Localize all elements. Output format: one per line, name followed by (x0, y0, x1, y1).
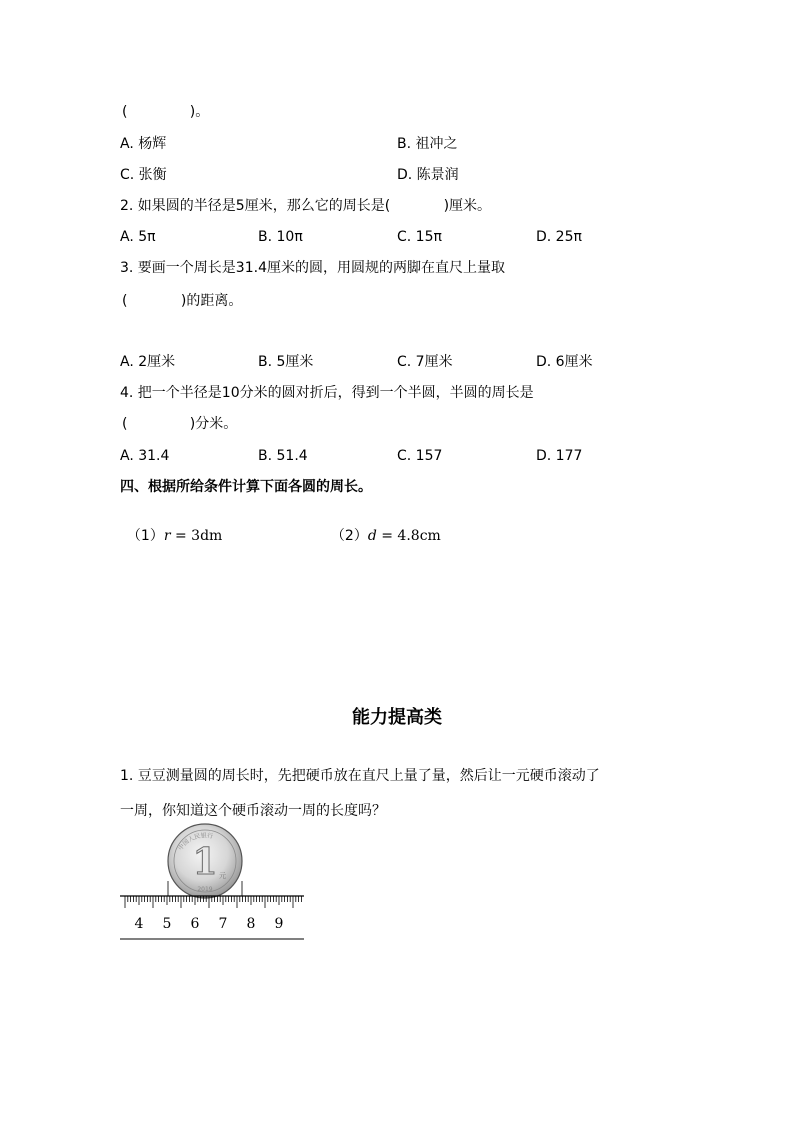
q1-option-c: C. 张衡 (120, 167, 167, 183)
ruler-label: 9 (274, 916, 284, 932)
coin (168, 824, 242, 898)
ruler-labels (135, 916, 284, 932)
q4-option-a: A. 31.4 (120, 448, 170, 464)
ruler-label: 7 (218, 916, 228, 932)
q3-option-d: D. 6厘米 (536, 354, 593, 370)
section4-heading: 四、根据所给条件计算下面各圆的周长。 (120, 479, 372, 495)
item-expression: = 3dm (170, 528, 223, 544)
q1-answer-blank: ( )。 (122, 104, 210, 120)
q4-option-c: C. 157 (397, 448, 443, 464)
q4-option-d: D. 177 (536, 448, 583, 464)
coin-year: 2019 (197, 886, 213, 893)
ex1-line-2: 一周，你知道这个硬币滚动一周的长度吗？ (120, 803, 386, 819)
q4-stem: 4. 把一个半径是10分米的圆对折后，得到一个半圆，半圆的周长是 (120, 385, 534, 401)
diameter-variable: d (367, 528, 377, 544)
q1-option-b: B. 祖冲之 (397, 136, 458, 152)
radius-variable: r (163, 528, 171, 544)
q2-option-c: C. 15π (397, 229, 442, 245)
ruler (120, 896, 304, 939)
item-number: （1） (126, 528, 164, 544)
coin-unit: 元 (219, 872, 226, 880)
q3-option-a: A. 2厘米 (120, 354, 176, 370)
q1-option-a: A. 杨辉 (120, 136, 167, 152)
q4-option-b: B. 51.4 (258, 448, 308, 464)
coin-on-ruler-figure (118, 818, 308, 944)
q2-option-d: D. 25π (536, 229, 582, 245)
coin-legend: 中国人民银行 (177, 832, 214, 852)
item-number: （2） (330, 528, 368, 544)
ex1-line-1: 1. 豆豆测量圆的周长时，先把硬币放在直尺上量了量，然后让一元硬币滚动了 (120, 768, 600, 784)
ruler-label: 8 (246, 916, 256, 932)
q3-option-b: B. 5厘米 (258, 354, 314, 370)
coin-denomination: 1 (192, 841, 218, 883)
q2-stem: 2. 如果圆的半径是5厘米，那么它的周长是( )厘米。 (120, 198, 492, 214)
item-expression: = 4.8cm (376, 528, 441, 544)
q2-option-a: A. 5π (120, 229, 156, 245)
section4-item-2 (322, 509, 441, 545)
ruler-label: 6 (190, 916, 200, 932)
q4-answer-blank: ( )分米。 (122, 416, 238, 432)
q2-option-b: B. 10π (258, 229, 303, 245)
q3-option-c: C. 7厘米 (397, 354, 453, 370)
ruler-ticks (125, 896, 301, 908)
ruler-label: 5 (162, 916, 172, 932)
section-title: 能力提高类 (352, 707, 442, 728)
section4-item-1 (118, 509, 222, 545)
q3-stem: 3. 要画一个周长是31.4厘米的圆，用圆规的两脚在直尺上量取 (120, 260, 505, 276)
q3-answer-blank: ( )的距离。 (122, 293, 243, 309)
q1-option-d: D. 陈景润 (397, 167, 459, 183)
ruler-label: 4 (134, 916, 144, 932)
